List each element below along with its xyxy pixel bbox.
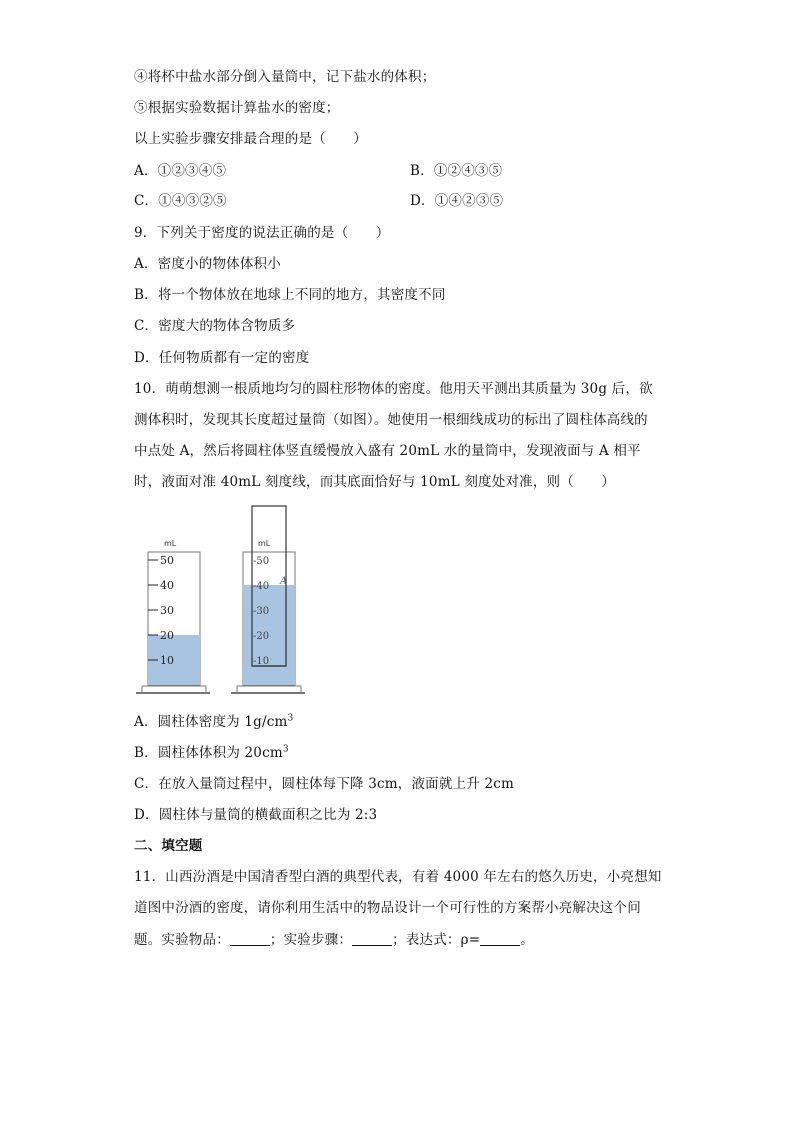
q11-expression-blank[interactable] bbox=[480, 931, 520, 946]
q9-stem: 9．下列关于密度的说法正确的是（ ） bbox=[134, 225, 390, 241]
q11-materials-blank[interactable] bbox=[230, 931, 270, 946]
q8-option-c: C．①④③②⑤ bbox=[134, 193, 227, 209]
q11-steps-blank[interactable] bbox=[352, 931, 392, 946]
left-tick-label: 50 bbox=[160, 554, 174, 567]
q10-option-b-text: B．圆柱体体积为 20cm bbox=[134, 745, 283, 761]
q8-option-b: B．①②④③⑤ bbox=[410, 163, 503, 179]
q10-option-a bbox=[134, 713, 293, 731]
right-cylinder bbox=[231, 506, 305, 693]
section-fill-blank: 二、填空题 bbox=[134, 838, 203, 854]
q10-line-2: 测体积时，发现其长度超过量筒（如图）。她使用一根细线成功的标出了圆柱体高线的 bbox=[134, 412, 648, 428]
q10-option-a-sup: 3 bbox=[287, 713, 294, 724]
q11-end: 。 bbox=[520, 932, 534, 948]
q9-option-d: D．任何物质都有一定的密度 bbox=[134, 350, 310, 366]
q11-expression-label: ；表达式：ρ= bbox=[392, 932, 481, 948]
q10-option-c: C．在放入量筒过程中，圆柱体每下降 3cm，液面就上升 2cm bbox=[134, 776, 515, 792]
q10-line-3: 中点处 A，然后将圆柱体竖直缓慢放入盛有 20mL 水的量筒中，发现液面与 A 相平 bbox=[134, 443, 641, 459]
q11-steps-label: ；实验步骤： bbox=[269, 932, 353, 948]
q9-option-b: B．将一个物体放在地球上不同的地方，其密度不同 bbox=[134, 287, 446, 303]
cylinders-figure bbox=[130, 500, 310, 700]
point-a-label: A bbox=[280, 576, 288, 587]
right-tick-label: -50 bbox=[253, 556, 270, 567]
left-tick-label: 30 bbox=[160, 604, 174, 617]
q11-materials-label: 题。实验物品： bbox=[134, 932, 230, 948]
right-tick-label: -30 bbox=[253, 606, 270, 617]
right-tick-label: -10 bbox=[253, 656, 270, 667]
q11-line-3 bbox=[134, 931, 534, 949]
left-tick-label: 10 bbox=[160, 654, 174, 667]
q10-option-b-sup: 3 bbox=[282, 744, 289, 755]
q10-line-1: 10．萌萌想测一根质地均匀的圆柱形物体的密度。他用天平测出其质量为 30g 后，欲 bbox=[134, 381, 653, 397]
q10-option-d: D．圆柱体与量筒的横截面积之比为 2:3 bbox=[134, 807, 378, 823]
q8-stem: 以上实验步骤安排最合理的是（ ） bbox=[134, 131, 367, 147]
q10-line-4: 时，液面对准 40mL 刻度线，而其底面恰好与 10mL 刻度处对准，则（ ） bbox=[134, 474, 616, 490]
q9-option-c: C．密度大的物体含物质多 bbox=[134, 318, 296, 334]
left-tick-label: 40 bbox=[160, 579, 174, 592]
q10-option-a-text: A．圆柱体密度为 1g/cm bbox=[134, 714, 288, 730]
step-4: ④将杯中盐水部分倒入量筒中，记下盐水的体积； bbox=[134, 69, 436, 85]
q9-option-a: A．密度小的物体体积小 bbox=[134, 256, 281, 272]
q10-option-b bbox=[134, 744, 289, 762]
step-5: ⑤根据实验数据计算盐水的密度； bbox=[134, 100, 340, 116]
left-cylinder bbox=[136, 539, 210, 693]
q11-line-2: 道图中汾酒的密度，请你利用生活中的物品设计一个可行性的方案帮小亮解决这个问 bbox=[134, 900, 641, 916]
q8-option-d: D．①④②③⑤ bbox=[410, 193, 504, 209]
right-tick-label: -20 bbox=[253, 631, 270, 642]
left-tick-label: 20 bbox=[160, 629, 174, 642]
q11-line-1: 11．山西汾酒是中国清香型白酒的典型代表，有着 4000 年左右的悠久历史，小亮想知 bbox=[134, 869, 662, 885]
q8-option-a: A．①②③④⑤ bbox=[134, 163, 227, 179]
left-unit-label: mL bbox=[164, 539, 177, 548]
right-tick-label: -40 bbox=[253, 581, 270, 592]
right-unit-label: mL bbox=[258, 539, 271, 548]
